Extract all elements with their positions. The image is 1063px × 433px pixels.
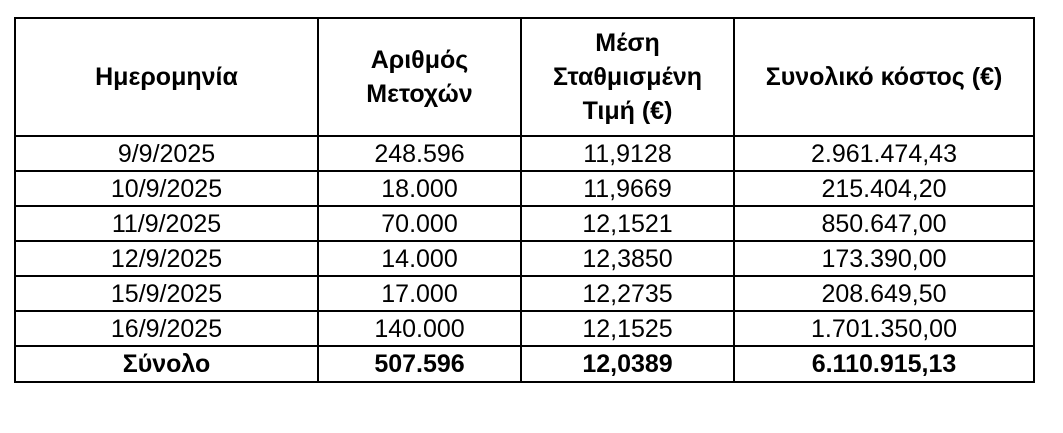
table-row bbox=[15, 241, 1034, 276]
cell-share-count: 140.000 bbox=[318, 311, 521, 346]
total-label: Σύνολο bbox=[15, 346, 318, 382]
cell-total-cost: 850.647,00 bbox=[734, 206, 1034, 241]
cell-weighted-avg-price: 12,3850 bbox=[521, 241, 734, 276]
header-date: Ημερομηνία bbox=[15, 18, 318, 136]
cell-date: 10/9/2025 bbox=[15, 171, 318, 206]
table-total-row bbox=[15, 346, 1034, 382]
cell-date: 11/9/2025 bbox=[15, 206, 318, 241]
cell-share-count: 70.000 bbox=[318, 206, 521, 241]
cell-share-count: 17.000 bbox=[318, 276, 521, 311]
header-share-count: Αριθμός Μετοχών bbox=[318, 18, 521, 136]
cell-date: 12/9/2025 bbox=[15, 241, 318, 276]
cell-weighted-avg-price: 12,1525 bbox=[521, 311, 734, 346]
table-row bbox=[15, 276, 1034, 311]
cell-total-cost: 173.390,00 bbox=[734, 241, 1034, 276]
share-buyback-table bbox=[14, 17, 1035, 383]
cell-weighted-avg-price: 12,2735 bbox=[521, 276, 734, 311]
cell-date: 16/9/2025 bbox=[15, 311, 318, 346]
cell-total-cost: 208.649,50 bbox=[734, 276, 1034, 311]
total-weighted-avg-price: 12,0389 bbox=[521, 346, 734, 382]
table-row bbox=[15, 136, 1034, 171]
table-row bbox=[15, 171, 1034, 206]
cell-total-cost: 215.404,20 bbox=[734, 171, 1034, 206]
cell-share-count: 18.000 bbox=[318, 171, 521, 206]
cell-total-cost: 1.701.350,00 bbox=[734, 311, 1034, 346]
table-row bbox=[15, 311, 1034, 346]
total-share-count: 507.596 bbox=[318, 346, 521, 382]
table-row bbox=[15, 206, 1034, 241]
total-cost: 6.110.915,13 bbox=[734, 346, 1034, 382]
cell-weighted-avg-price: 11,9669 bbox=[521, 171, 734, 206]
cell-total-cost: 2.961.474,43 bbox=[734, 136, 1034, 171]
header-total-cost: Συνολικό κόστος (€) bbox=[734, 18, 1034, 136]
cell-share-count: 248.596 bbox=[318, 136, 521, 171]
cell-date: 15/9/2025 bbox=[15, 276, 318, 311]
cell-weighted-avg-price: 11,9128 bbox=[521, 136, 734, 171]
cell-weighted-avg-price: 12,1521 bbox=[521, 206, 734, 241]
cell-share-count: 14.000 bbox=[318, 241, 521, 276]
table-header-row bbox=[15, 18, 1034, 136]
cell-date: 9/9/2025 bbox=[15, 136, 318, 171]
header-weighted-avg-price: Μέση Σταθμισμένη Τιμή (€) bbox=[521, 18, 734, 136]
